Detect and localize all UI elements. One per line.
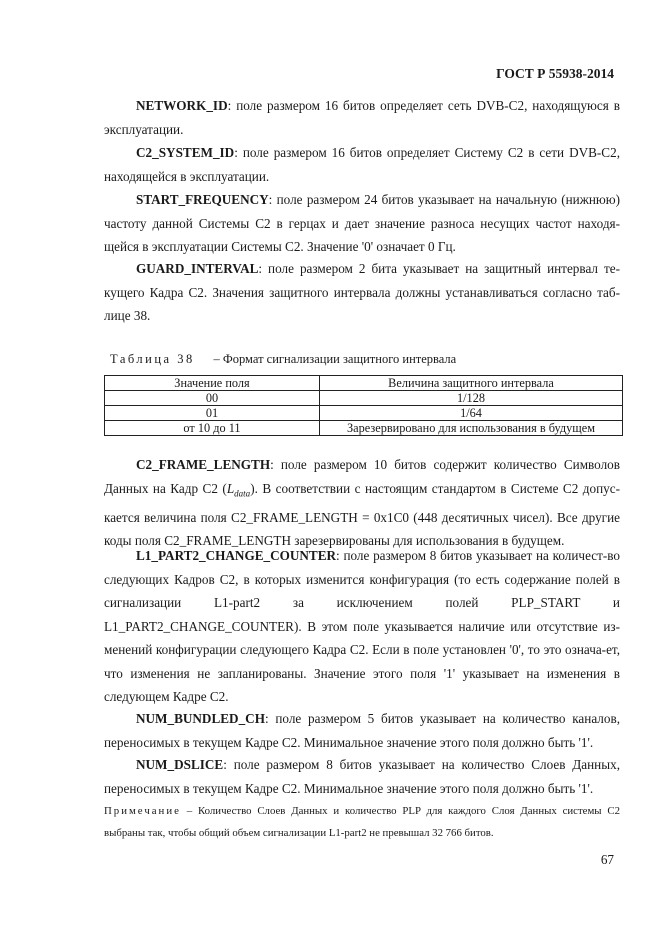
table-cell: 00	[105, 391, 320, 406]
term: L1_PART2_CHANGE_COUNTER	[136, 548, 337, 563]
table-header-row	[105, 376, 623, 391]
note-label: Примечание	[104, 805, 181, 817]
definition: : поле размером 24 битов указывает на начальную (нижнюю) частоту данной Системы C2 в герцах и дает значение разноса несущих частот находя-щейся в эксплуатации Системы C2. Значение '0' означает 0 Гц.	[104, 192, 620, 254]
table-row	[105, 406, 623, 421]
document-header: ГОСТ Р 55938-2014	[496, 66, 614, 81]
paragraph-c2-frame-length	[104, 453, 620, 553]
paragraph-num-dslice	[104, 753, 620, 800]
term: NUM_BUNDLED_CH	[136, 711, 265, 726]
table-caption	[110, 352, 456, 367]
table-caption-text: – Формат сигнализации защитного интервала	[213, 352, 457, 366]
term: GUARD_INTERVAL	[136, 261, 259, 276]
page-number: 67	[600, 852, 614, 867]
paragraph-num-bundled-ch	[104, 707, 620, 754]
definition-cont: ). В соответствии с настоящим стандартом в Системе C2 допус-кается величина поля C2_FRAME_LENGTH = 0x1C0 (448 десятичных чисел). Все другие коды поля C2_FRAME_LENGTH зарезервированы для использования в будущем.	[104, 480, 620, 549]
definition: : поле размером 2 бита указывает на защитный интервал те-кущего Кадра C2. Значения защитного интервала должны устанавливаться согласно таб-лице 38.	[104, 261, 620, 323]
paragraph-c2-system-id	[104, 141, 620, 188]
term: START_FREQUENCY	[136, 192, 269, 207]
paragraph-start-frequency	[104, 188, 620, 259]
definition: : поле размером 10 битов содержит количество Символов Данных на Кадр C2 (	[104, 457, 620, 496]
note-text: – Количество Слоев Данных и количество PLP для каждого Слоя Данных системы C2 выбраны так, чтобы общий объем сигнализации L1-part2 не превышал 32 766 битов.	[104, 805, 620, 839]
definition: : поле размером 8 битов указывает на количество Слоев Данных, переносимых в текущем Кадре C2. Минимальное значение этого поля должно быть '1'.	[104, 757, 620, 796]
table-cell: Зарезервировано для использования в будущем	[320, 421, 623, 436]
table-cell: 1/128	[320, 391, 623, 406]
term: C2_SYSTEM_ID	[136, 145, 235, 160]
definition: : поле размером 8 битов указывает на количест-во следующих Кадров C2, в которых изменится конфигурация (то есть содержание полей в сигнализации L1-part2 за исключением полей PLP_START и L1_PART2_CHANGE_COUNTER). В этом поле указывается наличие или отсутствие из-менений конфигурации следующего Кадра C2. Если в поле установлен '0', то это означа-ет, что изменения не запланированы. Значение этого поля '1' указывает на изменения в следующем Кадре C2.	[104, 548, 620, 704]
table-cell: 01	[105, 406, 320, 421]
definition: : поле размером 16 битов определяет сеть DVB-C2, находящуюся в эксплуатации.	[104, 98, 620, 137]
table-cell: 1/64	[320, 406, 623, 421]
guard-interval-table	[104, 375, 623, 436]
table-row	[105, 421, 623, 436]
paragraph-network-id	[104, 94, 620, 141]
table-row	[105, 391, 623, 406]
l-symbol: L	[226, 480, 235, 496]
definition: : поле размером 16 битов определяет Систему C2 в сети DVB-C2, находящейся в эксплуатации.	[104, 145, 620, 184]
paragraph-guard-interval	[104, 257, 620, 328]
note	[104, 800, 620, 844]
l-subscript: data	[234, 488, 251, 499]
table-cell: от 10 до 11	[105, 421, 320, 436]
paragraph-l1-part2-change-counter	[104, 544, 620, 709]
term: C2_FRAME_LENGTH	[136, 457, 271, 472]
column-header: Величина защитного интервала	[320, 376, 623, 391]
definition: : поле размером 5 битов указывает на количество каналов, переносимых в текущем Кадре C2. Минимальное значение этого поля должно быть '1'.	[104, 711, 620, 750]
term: NUM_DSLICE	[136, 757, 224, 772]
column-header: Значение поля	[105, 376, 320, 391]
table-caption-label: Таблица 38	[110, 352, 195, 366]
term: NETWORK_ID	[136, 98, 228, 113]
